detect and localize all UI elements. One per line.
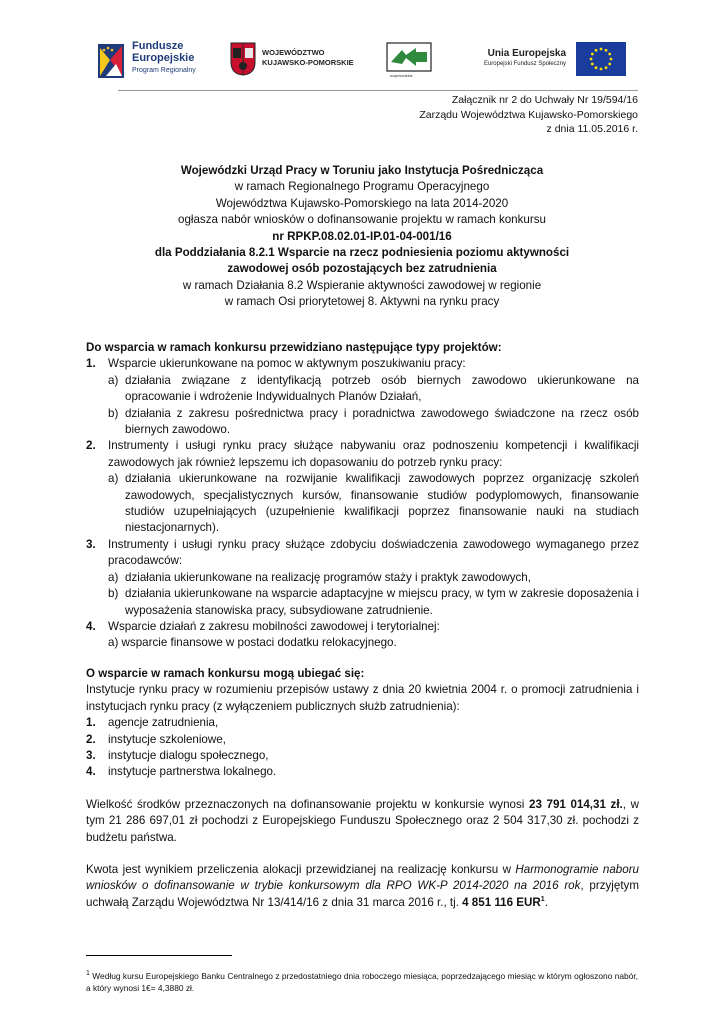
header-line-6: dla Poddziałania 8.2.1 Wsparcie na rzecz podniesienia poziomu aktywności bbox=[154, 246, 570, 260]
wup-logo bbox=[386, 38, 436, 82]
list-item: 2. instytucje szkoleniowe, bbox=[86, 732, 226, 746]
kp-title-1: WOJEWÓDZTWO bbox=[262, 48, 325, 57]
fe-title-1: Fundusze bbox=[132, 40, 184, 52]
coat-of-arms-icon bbox=[230, 42, 256, 76]
annex-note bbox=[419, 93, 638, 137]
eligible-applicants-section bbox=[86, 666, 639, 781]
eu-flag-icon bbox=[576, 42, 626, 76]
header-line-2: w ramach Regionalnego Programu Operacyjnego bbox=[234, 180, 490, 194]
sub-list-item: a) działania ukierunkowane na realizację programów staży i praktyk zawodowych, bbox=[108, 570, 531, 584]
header-line-9: w ramach Osi priorytetowej 8. Aktywni na rynku pracy bbox=[224, 295, 500, 309]
unia-europejska-logo bbox=[472, 38, 628, 82]
wup-caption: wojewódzkie bbox=[390, 73, 413, 78]
header-line-8: w ramach Działania 8.2 Wspieranie aktywności zawodowej w regionie bbox=[182, 278, 542, 292]
sub-list-item: b) działania z zakresu pośrednictwa pracy i poradnictwa zawodowego świadczone na rzecz osób biernych zawodowo. bbox=[108, 406, 639, 437]
annex-line-2: Zarządu Województwa Kujawsko-Pomorskiego bbox=[419, 108, 638, 121]
list-item: 3. Instrumenty i usługi rynku pracy służące zdobyciu doświadczenia zawodowego wymaganego przez pracodawców: bbox=[86, 537, 639, 568]
annex-line-3: z dnia 11.05.2016 r. bbox=[546, 123, 638, 135]
list-item: 4. instytucje partnerstwa lokalnego. bbox=[86, 765, 277, 779]
list-item: 2. Instrumenty i usługi rynku pracy służące nabywaniu oraz podnoszeniu kompetencji i kwalifikacji zawodowych jak również lepszemu ich dopasowaniu do potrzeb rynku pracy: bbox=[86, 439, 639, 469]
logo-bar bbox=[96, 38, 628, 82]
sub-list-item: a) działania ukierunkowane na rozwijanie kwalifikacji zawodowych poprzez organizację szkoleń zawodowych, specjalistycznych kursów, finansowanie studiów podyplomowych, finansowanie studiów uzupełniających (uzupełnienie kwalifikacji poprzez finansowanie nauki na studiach niestacjonarnych). bbox=[108, 472, 639, 535]
kujawsko-pomorskie-logo bbox=[230, 38, 360, 82]
list-item: 1. agencje zatrudnienia, bbox=[86, 716, 219, 730]
footnote: $^1$ Według kursu Europejskiego Banku Centralnego z przedostatniego dnia roboczego miesiąca, poprzedzającego miesiąc w którym ogłoszono nabór, a który wynosi 1€= 4,3880 zł. bbox=[86, 970, 638, 993]
allocation-paragraph: Kwota jest wynikiem przeliczenia alokacji przewidzianej na realizację konkursu w Harmonogramie naboru wniosków o dofinansowanie w trybie konkursowym dla RPO WK-P 2014-2020 na 2016 rok, przyjętym uchwałą Zarządu Województwa Nr 13/414/16 z dnia 31 marca 2016 r., tj. 4 851 116 EUR$^1$. bbox=[86, 863, 640, 909]
header-line-3: Województwa Kujawsko-Pomorskiego na lata 2014-2020 bbox=[215, 196, 509, 210]
fe-subtitle: Program Regionalny bbox=[132, 67, 196, 74]
project-types-section bbox=[86, 340, 639, 652]
eur-amount: 4 851 116 EUR bbox=[462, 895, 541, 909]
sub-list-item: a) wsparcie finansowe w postaci dodatku relokacyjnego. bbox=[108, 636, 397, 650]
header-line-1: Wojewódzki Urząd Pracy w Toruniu jako Instytucja Pośrednicząca bbox=[180, 164, 544, 177]
header-line-7: zawodowej osób pozostających bez zatrudnienia bbox=[227, 262, 497, 276]
wup-arrow-icon bbox=[386, 42, 432, 72]
footnote-divider bbox=[86, 955, 232, 956]
header-divider bbox=[118, 90, 638, 91]
fundusze-europejskie-logo bbox=[96, 38, 206, 82]
fundusze-europejskie-emblem-icon bbox=[96, 40, 126, 80]
competition-number: nr RPKP.08.02.01-IP.01-04-001/16 bbox=[272, 229, 452, 243]
project-types-heading: Do wsparcia w ramach konkursu przewidziano następujące typy projektów: bbox=[86, 341, 502, 354]
funds-paragraph: Wielkość środków przeznaczonych na dofinansowanie projektu w konkursie wynosi 23 791 014,31 zł., w tym 21 286 697,01 zł pochodzi z Europejskiego Funduszu Społecznego oraz 2 504 317,30 zł. pochodzi z budżetu państwa. bbox=[86, 798, 639, 844]
schedule-title: Harmonogramie naboru wniosków o dofinansowanie w trybie konkursowym dla RPO WK-P 2014-2020 na 2016 rok bbox=[86, 863, 639, 893]
header-line-4: ogłasza nabór wniosków o dofinansowanie projektu w ramach konkursu bbox=[178, 213, 546, 227]
list-item: 1. Wsparcie ukierunkowane na pomoc w aktywnym poszukiwaniu pracy: bbox=[86, 357, 466, 371]
sub-list-item: a) działania związane z identyfikacją potrzeb osób biernych zawodowo ukierunkowane na opracowanie i wdrożenie Indywidualnych Planów Działań, bbox=[108, 373, 639, 404]
footnote-mark: 1 bbox=[86, 970, 90, 978]
ue-title: Unia Europejska bbox=[487, 48, 566, 59]
total-amount: 23 791 014,31 zł. bbox=[529, 798, 623, 811]
announcement-header bbox=[86, 163, 638, 311]
ue-subtitle: Europejski Fundusz Społeczny bbox=[483, 61, 566, 67]
sub-list-item: b) działania ukierunkowane na wsparcie adaptacyjne w miejscu pracy, w tym w zakresie doposażenia i wyposażenia stanowiska pracy, subsydiowane zatrudnienie. bbox=[108, 587, 639, 617]
eligible-heading: O wsparcie w ramach konkursu mogą ubiegać się: bbox=[86, 667, 365, 680]
fe-title-2: Europejskie bbox=[132, 52, 195, 64]
kp-title-2: KUJAWSKO-POMORSKIE bbox=[262, 58, 354, 67]
list-item: 3. instytucje dialogu społecznego, bbox=[86, 749, 269, 763]
footnote-ref: 1 bbox=[540, 895, 545, 903]
annex-line-1: Załącznik nr 2 do Uchwały Nr 19/594/16 bbox=[451, 94, 638, 106]
list-item: 4. Wsparcie działań z zakresu mobilności zawodowej i terytorialnej: bbox=[86, 619, 440, 633]
eligible-intro: Instytucje rynku pracy w rozumieniu przepisów ustawy z dnia 20 kwietnia 2004 r. o promocji zatrudnienia i instytucjach rynku pracy (z wyłączeniem publicznych służb zatrudnienia): bbox=[86, 683, 639, 713]
